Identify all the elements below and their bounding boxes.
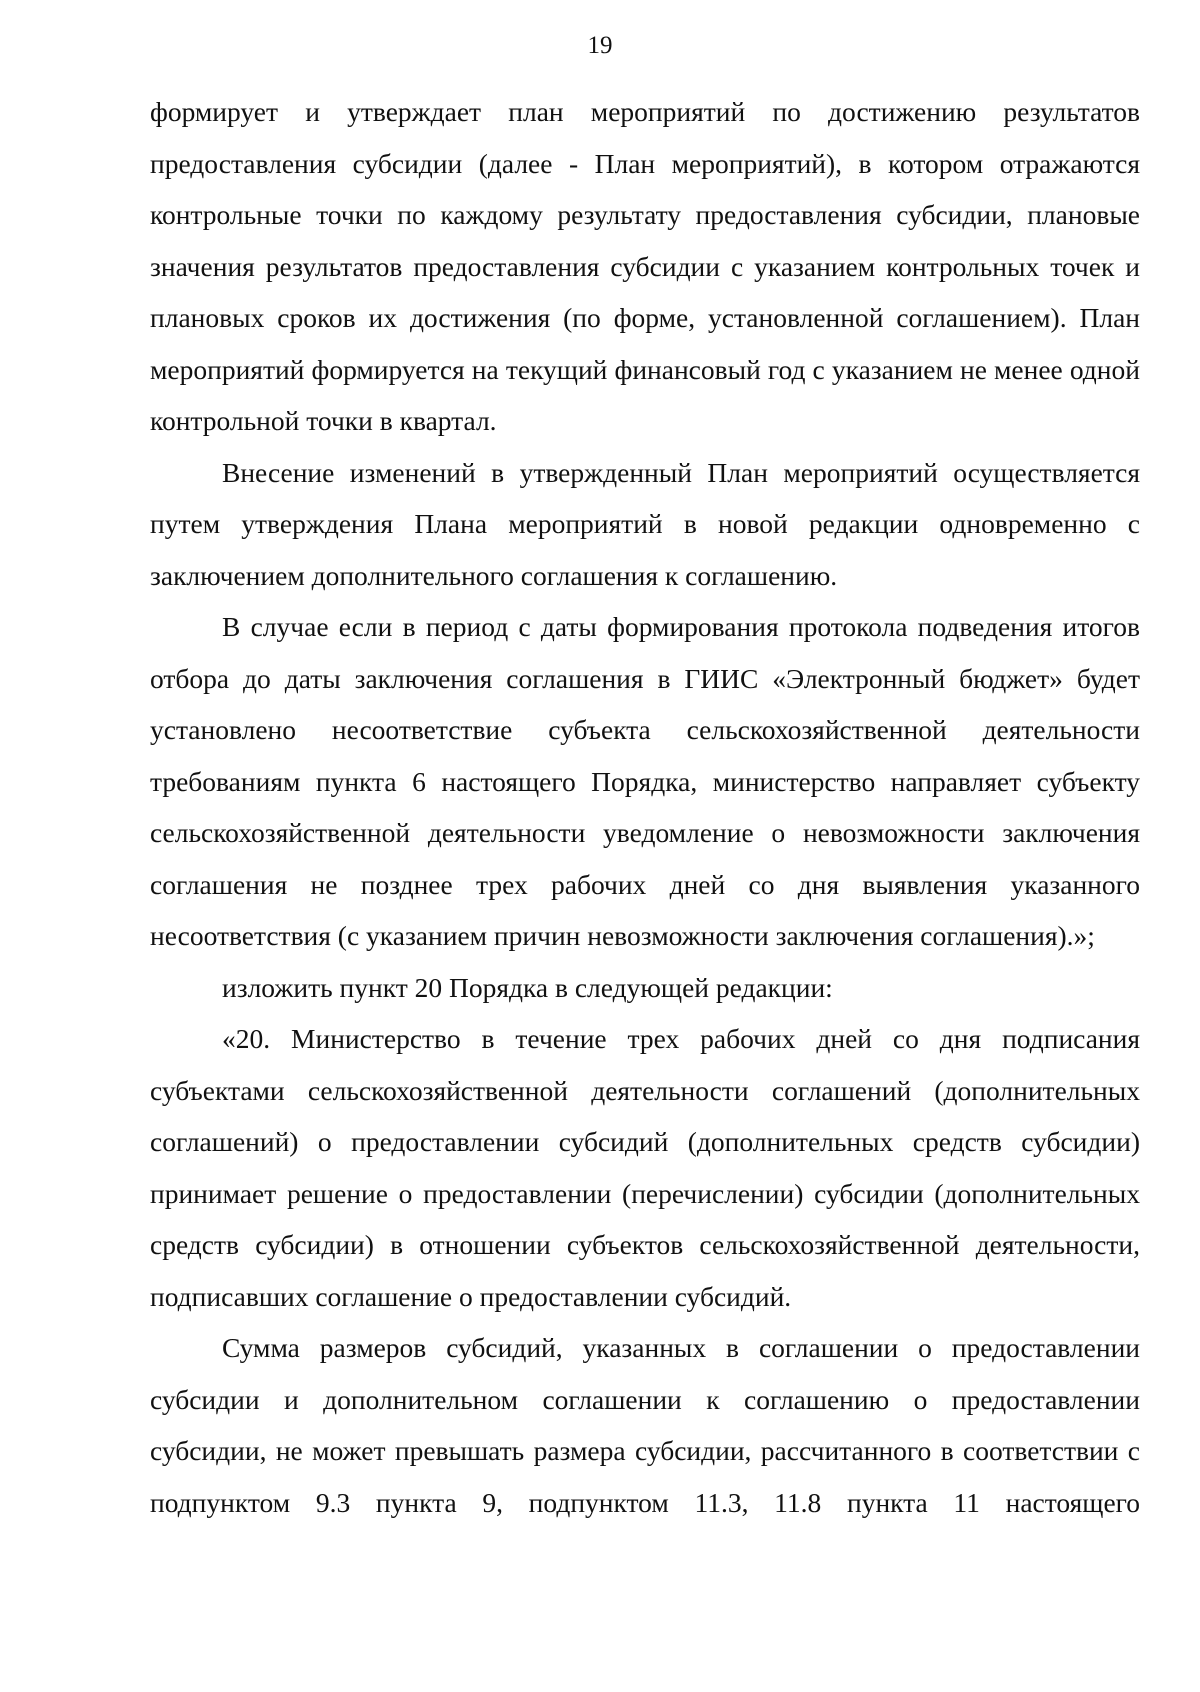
paragraph-plan-changes: Внесение изменений в утвержденный План мероприятий осуществляется путем утверждения Плана мероприятий в новой редакции одновременно с заключением дополнительного соглашения к соглашению. bbox=[150, 456, 1140, 591]
page-number: 19 bbox=[587, 32, 613, 59]
document-body bbox=[150, 86, 1140, 1528]
paragraph-amend-item-20: изложить пункт 20 Порядка в следующей редакции: bbox=[222, 971, 833, 1003]
paragraph-plan-formation: формирует и утверждает план мероприятий по достижению результатов предоставления субсидии (далее - План мероприятий), в котором отражаются контрольные точки по каждому результату предоставления субсидии, плановые значения результатов предоставления субсидии с указанием контрольных точек и плановых сроков их достижения (по форме, установленной соглашением). План мероприятий формируется на текущий финансовый год с указанием не менее одной контрольной точки в квартал. bbox=[150, 96, 1140, 436]
paragraph-item-20: «20. Министерство в течение трех рабочих дней со дня подписания субъектами сельскохозяйственной деятельности соглашений (дополнительных соглашений) о предоставлении субсидий (дополнительных средств субсидии) принимает решение о предоставлении (перечислении) субсидии (дополнительных средств субсидии) в отношении субъектов сельскохозяйственной деятельности, подписавших соглашение о предоставлении субсидий. bbox=[150, 1023, 1140, 1312]
paragraph-noncompliance: В случае если в период с даты формирования протокола подведения итогов отбора до даты заключения соглашения в ГИИС «Электронный бюджет» будет установлено несоответствие субъекта сельскохозяйственной деятельности требованиям пункта 6 настоящего Порядка, министерство направляет субъекту сельскохозяйственной деятельности уведомление о невозможности заключения соглашения не позднее трех рабочих дней со дня выявления указанного несоответствия (с указанием причин невозможности заключения соглашения).»; bbox=[150, 611, 1140, 951]
paragraph-subsidy-sum: Сумма размеров субсидий, указанных в соглашении о предоставлении субсидии и дополнительном соглашении к соглашению о предоставлении субсидии, не может превышать размера субсидии, рассчитанного в соответствии с подпунктом 9.3 пункта 9, подпунктом 11.3, 11.8 пункта 11 настоящего bbox=[150, 1332, 1140, 1518]
